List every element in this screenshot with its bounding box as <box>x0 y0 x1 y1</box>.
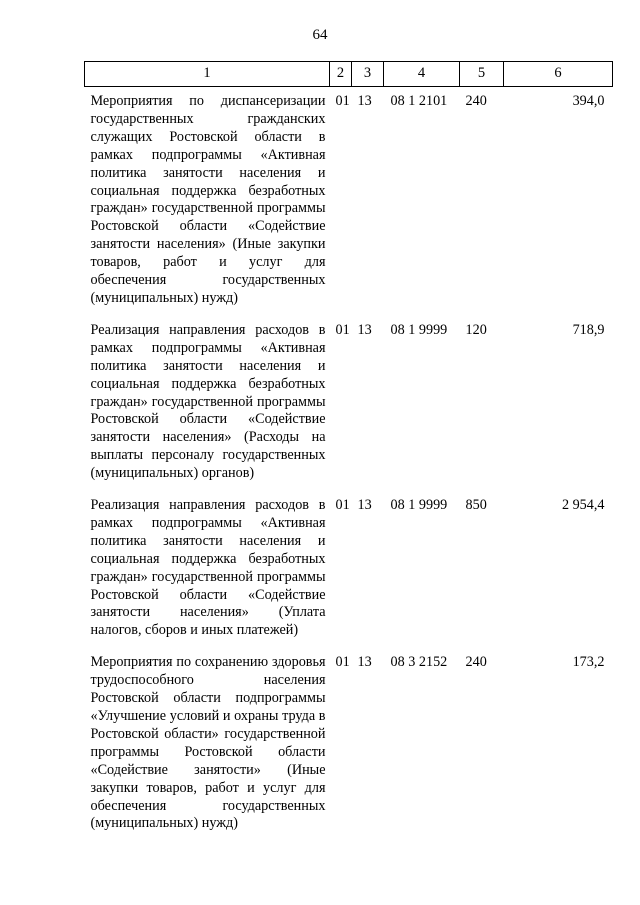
page-number: 64 <box>312 27 328 43</box>
row-description: Реализация направления расходов в рамках подпрограммы «Активная политика занятости населения и социальная поддержка безработных граждан» государственной программы Ростовской области «Содействие занятости населения» (Расходы на выплаты персоналу государственных (муниципальных) органов) <box>90 321 326 482</box>
row-expense-type: 120 <box>465 321 487 338</box>
row-subsection: 13 <box>357 93 372 109</box>
budget-table <box>84 61 613 843</box>
row-subsection: 13 <box>357 321 372 338</box>
row-section: 01 <box>335 497 350 514</box>
header-col-4: 4 <box>384 62 460 87</box>
table-header <box>85 62 613 87</box>
row-section: 01 <box>335 654 350 671</box>
row-expense-type: 240 <box>465 93 487 109</box>
table-row <box>85 650 613 843</box>
row-description: Мероприятия по диспансеризации государственных гражданских служащих Ростовской области в рамках подпрограммы «Активная политика занятости населения и социальная поддержка безработных граждан» государственной программы Ростовской области «Содействие занятости населения» (Иные закупки товаров, работ и услуг для обеспечения государственных (муниципальных) нужд) <box>90 93 326 306</box>
header-col-2: 2 <box>330 62 352 87</box>
table-body <box>85 87 613 844</box>
table-row <box>85 87 613 318</box>
row-description: Реализация направления расходов в рамках подпрограммы «Активная политика занятости населения и социальная поддержка безработных граждан» государственной программы Ростовской области «Содействие занятости населения» (Уплата налогов, сборов и иных платежей) <box>90 497 326 639</box>
header-col-6: 6 <box>504 62 613 87</box>
row-target-article: 08 1 2101 <box>390 93 448 109</box>
row-amount: 2 954,4 <box>561 497 605 514</box>
header-col-5: 5 <box>460 62 504 87</box>
header-col-1: 1 <box>85 62 330 87</box>
row-target-article: 08 1 9999 <box>390 497 448 514</box>
row-subsection: 13 <box>357 497 372 514</box>
row-amount: 173,2 <box>572 654 605 671</box>
header-col-3: 3 <box>352 62 384 87</box>
row-target-article: 08 1 9999 <box>390 321 448 338</box>
header-row <box>85 62 613 87</box>
row-expense-type: 850 <box>465 497 487 514</box>
row-target-article: 08 3 2152 <box>390 654 448 671</box>
row-expense-type: 240 <box>465 654 487 671</box>
table-row <box>85 493 613 650</box>
row-amount: 394,0 <box>572 93 605 109</box>
row-amount: 718,9 <box>572 321 605 338</box>
row-subsection: 13 <box>357 654 372 671</box>
row-description: Мероприятия по сохранению здоровья трудоспособного населения Ростовской области подпрограммы «Улучшение условий и охраны труда в Ростовской области» государственной программы Ростовской области «Содействие занятости» (Иные закупки товаров, работ и услуг для обеспечения государственных (муниципальных) нужд) <box>90 654 326 832</box>
row-section: 01 <box>335 93 350 109</box>
row-section: 01 <box>335 321 350 338</box>
table-row <box>85 318 613 493</box>
